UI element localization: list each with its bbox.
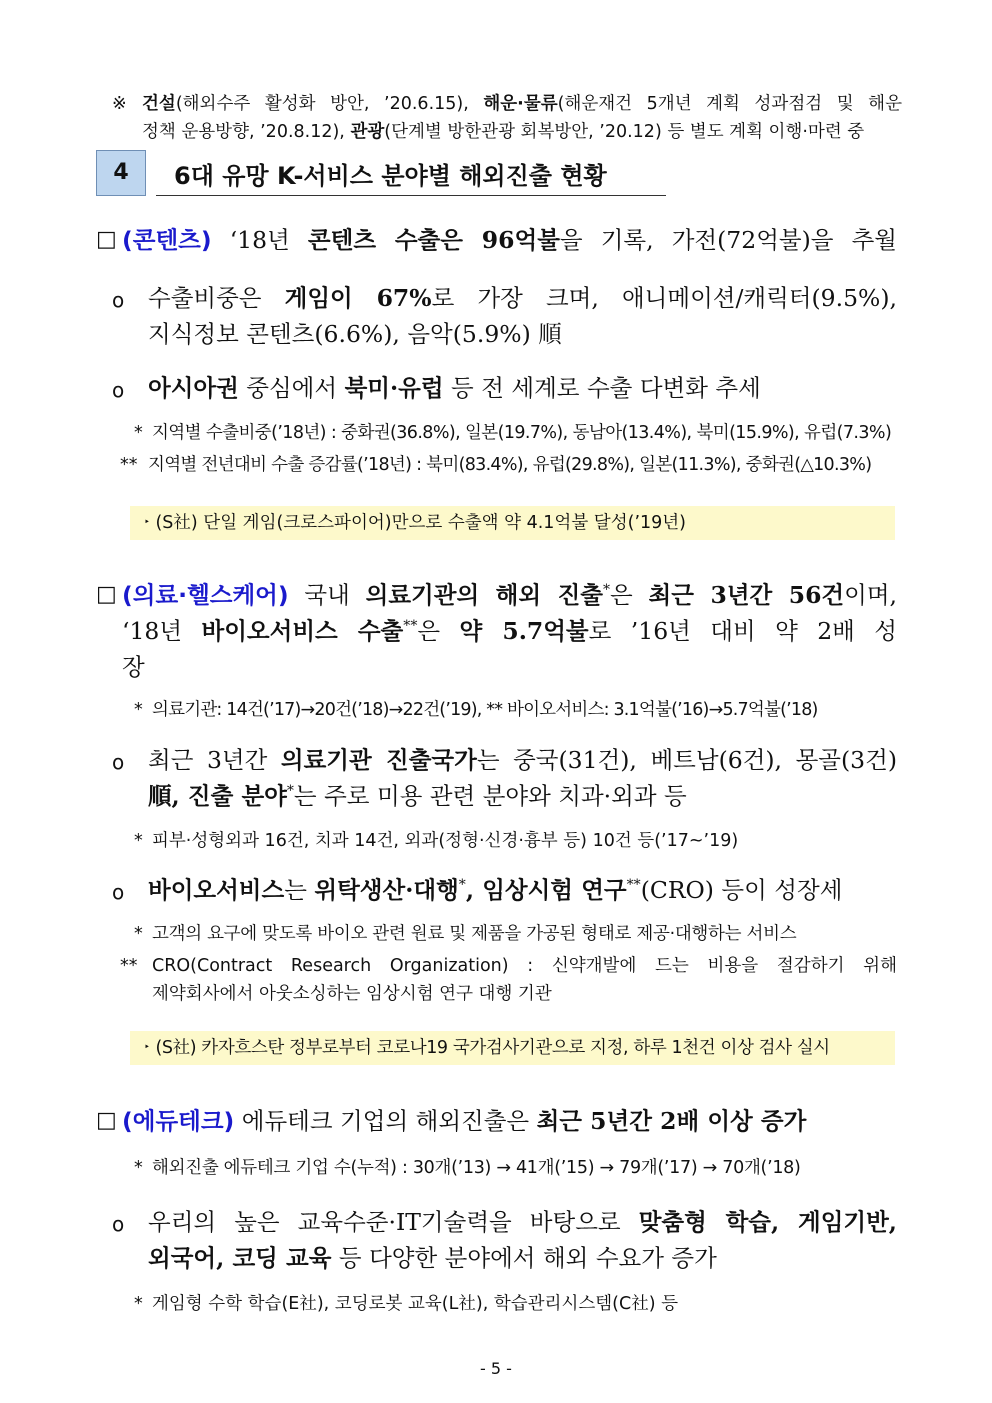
bullet-line [148, 1240, 897, 1276]
footnote-text: 의료기관: 14건(’17)→20건(’18)→22건(’19), ** 바이오서비스: 3.1억불(’16)→5.7억불(’18) [152, 700, 818, 720]
reference-note [112, 90, 902, 146]
text: , [465, 876, 483, 904]
note-text: (해외수주 활성화 방안, ’20.6.15), [175, 94, 484, 114]
edutech-footnote-1 [0, 1155, 992, 1183]
text: 는 중국(31건), 베트남(6건), 몽골(3건) [476, 746, 897, 774]
text: 약 5.7억불 [459, 617, 589, 645]
triangle-icon: ‣ [144, 517, 150, 528]
bullet-mark: ο [112, 750, 125, 774]
edutech-lead [122, 1103, 806, 1139]
bullet-line [148, 742, 897, 778]
medical-footnote-4 [0, 953, 992, 1009]
text: 위탁생산·대행 [314, 876, 459, 904]
footnote-mark: * [134, 423, 143, 443]
medical-paragraph [0, 577, 992, 687]
text: 최근 3년간 [148, 746, 281, 774]
bullet-mark: ο [112, 378, 125, 402]
contents-bullet-2 [0, 370, 992, 410]
asia-region: 아시아권 [148, 374, 239, 402]
text: 중심에서 [238, 374, 345, 402]
text: 맞춤형 학습, 게임기반, [638, 1208, 897, 1236]
case-text: (S社) 카자흐스탄 정부로부터 코로나19 국가검사기관으로 지정, 하루 1천건 이상 검사 실시 [155, 1038, 830, 1058]
contents-tag: (콘텐츠) [122, 226, 212, 254]
note-tourism: 관광 [350, 122, 385, 142]
triangle-icon: ‣ [144, 1042, 150, 1053]
medical-footnote-1 [0, 697, 992, 725]
medical-bullet-2 [0, 872, 992, 912]
note-line-1 [142, 90, 902, 118]
text: 의료기관 진출국가 [280, 746, 477, 774]
note-text: 정책 운용방향, ’20.8.12), [142, 122, 351, 142]
footnote-text: 해외진출 에듀테크 기업 수(누적) : 30개(’13) → 41개(’15) → 79개(’17) → 70개(’18) [152, 1158, 801, 1178]
medical-case-highlight [130, 1031, 895, 1065]
medical-bullet-1 [0, 742, 992, 818]
bullet-line: 바이오서비스는 위탁생산·대행*, 임상시험 연구**(CRO) 등이 성장세 [148, 876, 843, 904]
medical-footnote-2 [0, 828, 992, 856]
note-shipping: 해운·물류 [483, 94, 558, 114]
text: 바이오서비스 [148, 876, 285, 904]
text: 등 다양한 분야에서 해외 수요가 증가 [331, 1244, 717, 1272]
edutech-tag: (에듀테크) [122, 1107, 235, 1135]
contents-case-highlight [130, 506, 895, 540]
footnote-mark: * [134, 924, 143, 944]
text: (CRO) 등이 성장세 [640, 876, 843, 904]
text: 에듀테크 기업의 해외진출은 [234, 1107, 537, 1135]
footnote-mark: * [134, 1294, 143, 1314]
footnote-mark: ** [120, 455, 138, 475]
section-number: 4 [96, 150, 146, 196]
contents-lead [122, 222, 897, 258]
contents-paragraph [0, 222, 992, 262]
text: ‘18년 [211, 226, 308, 254]
section-header [96, 150, 666, 200]
footnote-mark: * [134, 700, 143, 720]
text: 우리의 높은 교육수준·IT기술력을 바탕으로 [148, 1208, 639, 1236]
text: 최근 5년간 2배 이상 증가 [536, 1107, 807, 1135]
bullet-line: 順, 진출 분야*는 주로 미용 관련 분야와 치과·외과 등 [148, 782, 687, 810]
footnote-text: 게임형 수학 학습(E社), 코딩로봇 교육(L社), 학습관리시스템(C社) 등 [152, 1294, 678, 1314]
text: 등 전 세계로 수출 다변화 추세 [443, 374, 761, 402]
medical-lead-line-2: ‘18년 바이오서비스 수출**은 약 5.7억불로 ’16년 대비 약 2배 성 [122, 617, 898, 645]
game-share: 게임이 67% [284, 284, 432, 312]
section-underline [156, 195, 666, 196]
text: 의료기관의 해외 진출 [365, 581, 603, 609]
text: 로 가장 크며, 애니메이션/캐릭터(9.5%), [431, 284, 898, 312]
bullet-mark: ο [112, 288, 125, 312]
checkbox-mark: □ [96, 582, 117, 607]
text: 는 [284, 876, 315, 904]
text: 는 주로 미용 관련 분야와 치과·외과 등 [293, 782, 687, 810]
bullet-mark: ο [112, 880, 125, 904]
footnote-text: 고객의 요구에 맞도록 바이오 관련 원료 및 제품을 가공된 형태로 제공·대행하는 서비스 [152, 924, 797, 944]
footnote-mark: ** [120, 956, 138, 976]
checkbox-mark: □ [96, 1108, 117, 1133]
edutech-paragraph [0, 1103, 992, 1143]
text: 최근 3년간 56건 [648, 581, 845, 609]
section-title: 6대 유망 K-서비스 분야별 해외진출 현황 [174, 162, 607, 190]
text: 을 기록, 가전(72억불)을 추월 [559, 226, 897, 254]
page-number: - 5 - [480, 1359, 512, 1378]
text: 은 [417, 617, 460, 645]
contents-export-value: 콘텐츠 수출은 96억불 [307, 226, 560, 254]
footnote-text: 지역별 수출비중(’18년) : 중화권(36.8%), 일본(19.7%), 동남아(13.4%), 북미(15.9%), 유럽(7.3%) [152, 423, 892, 443]
footnote-mark: * [134, 831, 143, 851]
footnote-text: 지역별 전년대비 수출 증감률(’18년) : 북미(83.4%), 유럽(29.8%), 일본(11.3%), 중화권(△10.3%) [148, 455, 872, 475]
checkbox-mark: □ [96, 227, 117, 252]
footnote-text: CRO(Contract Research Organization) : 신약개발에 드는 비용을 절감하기 위해 [152, 956, 897, 976]
text: ‘18년 [122, 617, 202, 645]
edutech-footnote-2 [0, 1291, 992, 1319]
note-text: (해운재건 5개년 계획 성과점검 및 해운 [557, 94, 902, 114]
text: 국내 [288, 581, 366, 609]
medical-tag: (의료·헬스케어) [122, 581, 289, 609]
note-construction: 건설 [142, 94, 176, 114]
case-text: (S社) 단일 게임(크로스파이어)만으로 수출액 약 4.1억불 달성(’19년) [155, 513, 687, 533]
note-mark: ※ [112, 94, 127, 114]
bullet-line [148, 316, 897, 352]
bullet-line [148, 1204, 897, 1240]
footnote-text: 제약회사에서 아웃소싱하는 임상시험 연구 대행 기관 [152, 984, 552, 1004]
text: 로 ’16년 대비 약 2배 성 [588, 617, 898, 645]
contents-bullet-1 [0, 280, 992, 356]
bullet-mark: ο [112, 1212, 125, 1236]
bullet-line [148, 370, 897, 406]
edutech-bullet-1 [0, 1204, 992, 1280]
na-europe: 북미·유럽 [344, 374, 444, 402]
text: 임상시험 연구 [482, 876, 627, 904]
text: 외국어, 코딩 교육 [148, 1244, 332, 1272]
note-line-2 [142, 118, 902, 146]
text: 順, 진출 분야 [148, 782, 287, 810]
footnote-mark: * [134, 1158, 143, 1178]
medical-lead-line-3: 장 [122, 653, 145, 681]
text: 수출비중은 [148, 284, 285, 312]
text: 이며, [844, 581, 898, 609]
medical-footnote-3 [0, 921, 992, 949]
medical-lead-line-1: (의료·헬스케어) 국내 의료기관의 해외 진출*은 최근 3년간 56건이며, [122, 581, 898, 609]
footnote-text: 피부·성형외과 16건, 치과 14건, 외과(정형·신경·흉부 등) 10건 등(’17~’19) [152, 831, 739, 851]
contents-footnote-1 [0, 420, 992, 448]
note-text: (단계별 방한관광 회복방안, ’20.12) 등 별도 계획 이행·마련 중 [384, 122, 865, 142]
bullet-line [148, 280, 897, 316]
text: 바이오서비스 수출 [201, 617, 404, 645]
text: 은 [610, 581, 649, 609]
text: 지식정보 콘텐츠(6.6%), 음악(5.9%) 順 [148, 320, 562, 348]
contents-footnote-2 [0, 452, 992, 480]
